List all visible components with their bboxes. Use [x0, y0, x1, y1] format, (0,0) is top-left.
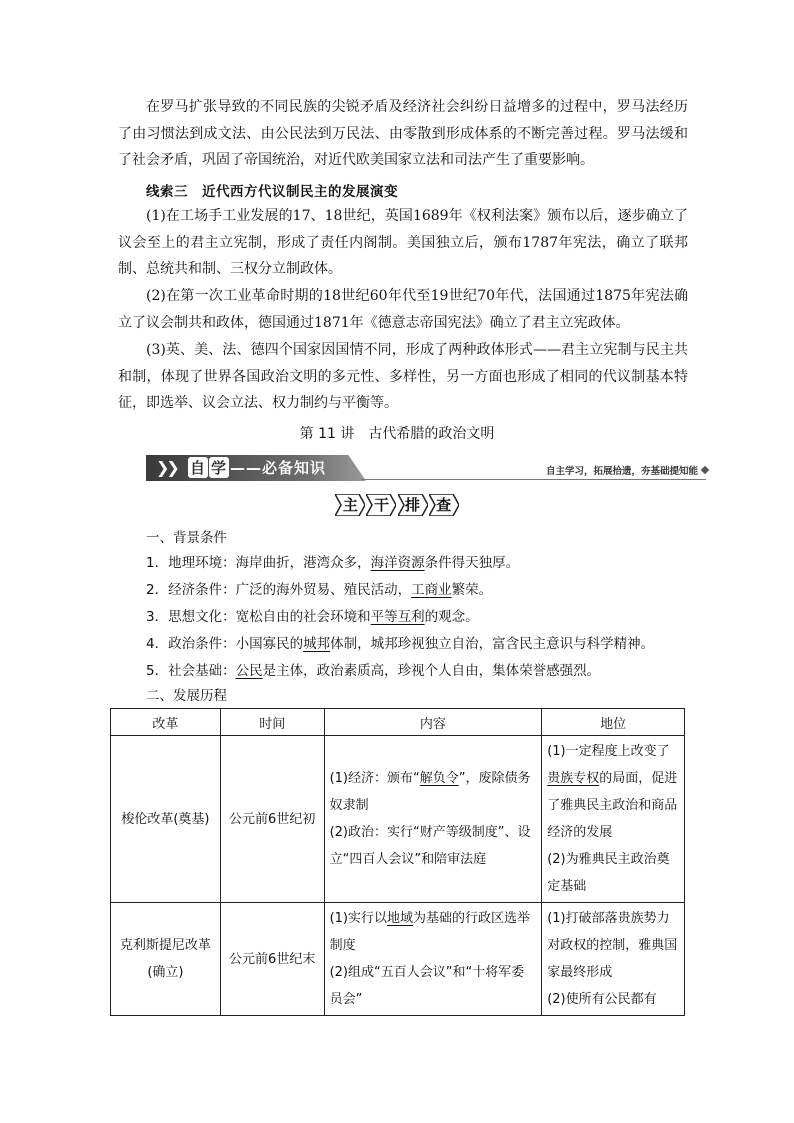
- lesson-title: 第 11 讲 古代希腊的政治文明: [299, 426, 495, 442]
- table-row: [111, 736, 685, 903]
- table-row: [111, 903, 685, 1016]
- reform-table: [110, 708, 685, 1016]
- status-cell: (1)一定程度上改变了贵族专权的局面，促进了雅典民主政治和商品经济的发展 (2)为雅典民主政治奠定基础: [542, 736, 685, 903]
- tag-2: 干: [366, 494, 396, 516]
- section-heading-history: 二、发展历程: [146, 688, 227, 704]
- table-header: 时间: [220, 709, 324, 736]
- section-tags: [0, 494, 794, 516]
- clue3-item-3: (3)英、美、法、德四个国家因国情不同，形成了两种政体形式——君主立宪制与民主共和制，体现了世界各国政治文明的多元性、多样性，另一方面也形成了相同的代议制基本特征，即选举、议会立法、权力制约与平衡等。: [118, 342, 688, 411]
- background-item-3: 3．思想文化：宽松自由的社会环境和平等互利的观念。: [146, 609, 479, 625]
- intro-paragraph: 在罗马扩张导致的不同民族的尖锐矛盾及经济社会纠纷日益增多的过程中，罗马法经历了由习惯法到成文法、由公民法到万民法、由零散到形成体系的不断完善过程。罗马法缓和了社会矛盾，巩固了帝国统治，对近代欧美国家立法和司法产生了重要影响。: [118, 99, 688, 168]
- reform-cell: 克利斯提尼改革(确立): [111, 903, 221, 1016]
- background-item-1: 1．地理环境：海岸曲折，港湾众多，海洋资源条件得天独厚。: [146, 555, 520, 571]
- time-cell: 公元前6世纪末: [220, 903, 324, 1016]
- background-item-2: 2．经济条件：广泛的海外贸易、殖民活动，工商业繁荣。: [146, 582, 493, 598]
- tag-1: 主: [335, 494, 365, 516]
- content-cell: (1)实行以地域为基础的行政区选举制度 (2)组成“五百人会议”和“十将军委员会”: [324, 903, 542, 1016]
- section-heading-background: 一、背景条件: [146, 530, 227, 546]
- background-item-4: 4．政治条件：小国寡民的城邦体制，城邦珍视独立自治，富含民主意识与科学精神。: [146, 636, 655, 652]
- banner-rule: [361, 479, 706, 480]
- double-chevron-icon: ❯❯: [156, 458, 177, 477]
- content-cell: (1)经济：颁布“解负令”，废除债务奴隶制 (2)政治：实行“财产等级制度”、设立“四百人会议”和陪审法庭: [324, 736, 542, 903]
- clue3-item-2: (2)在第一次工业革命时期的18世纪60年代至19世纪70年代，法国通过1875年宪法确立了议会制共和政体，德国通过1871年《德意志帝国宪法》确立了君主立宪政体。: [118, 288, 688, 331]
- table-header: 改革: [111, 709, 221, 736]
- table-header: 内容: [324, 709, 542, 736]
- time-cell: 公元前6世纪初: [220, 736, 324, 903]
- table-header-row: [111, 709, 685, 736]
- tag-3: 排: [398, 494, 428, 516]
- table-header: 地位: [542, 709, 685, 736]
- section-banner: [146, 455, 708, 481]
- tag-4: 查: [429, 494, 459, 516]
- banner-subtitle: 自主学习，拓展拾遗，夯基础提知能: [545, 466, 698, 477]
- background-item-5: 5．社会基础：公民是主体，政治素质高，珍视个人自由，集体荣誉感强烈。: [146, 663, 601, 679]
- diamond-icon: [701, 466, 709, 474]
- reform-cell: 梭伦改革(奠基): [111, 736, 221, 903]
- clue3-item-1: (1)在工场手工业发展的17、18世纪，英国1689年《权利法案》颁布以后，逐步确立了议会至上的君主立宪制，形成了责任内阁制。美国独立后，颁布1787年宪法，确立了联邦制、总统共和制、三权分立制政体。: [118, 208, 688, 277]
- clue3-heading: 线索三 近代西方代议制民主的发展演变: [146, 184, 398, 200]
- banner-label: 自 学 ——必备知识: [190, 459, 327, 477]
- status-cell: (1)打破部落贵族势力对政权的控制，雅典国家最终形成 (2)使所有公民都有: [542, 903, 685, 1016]
